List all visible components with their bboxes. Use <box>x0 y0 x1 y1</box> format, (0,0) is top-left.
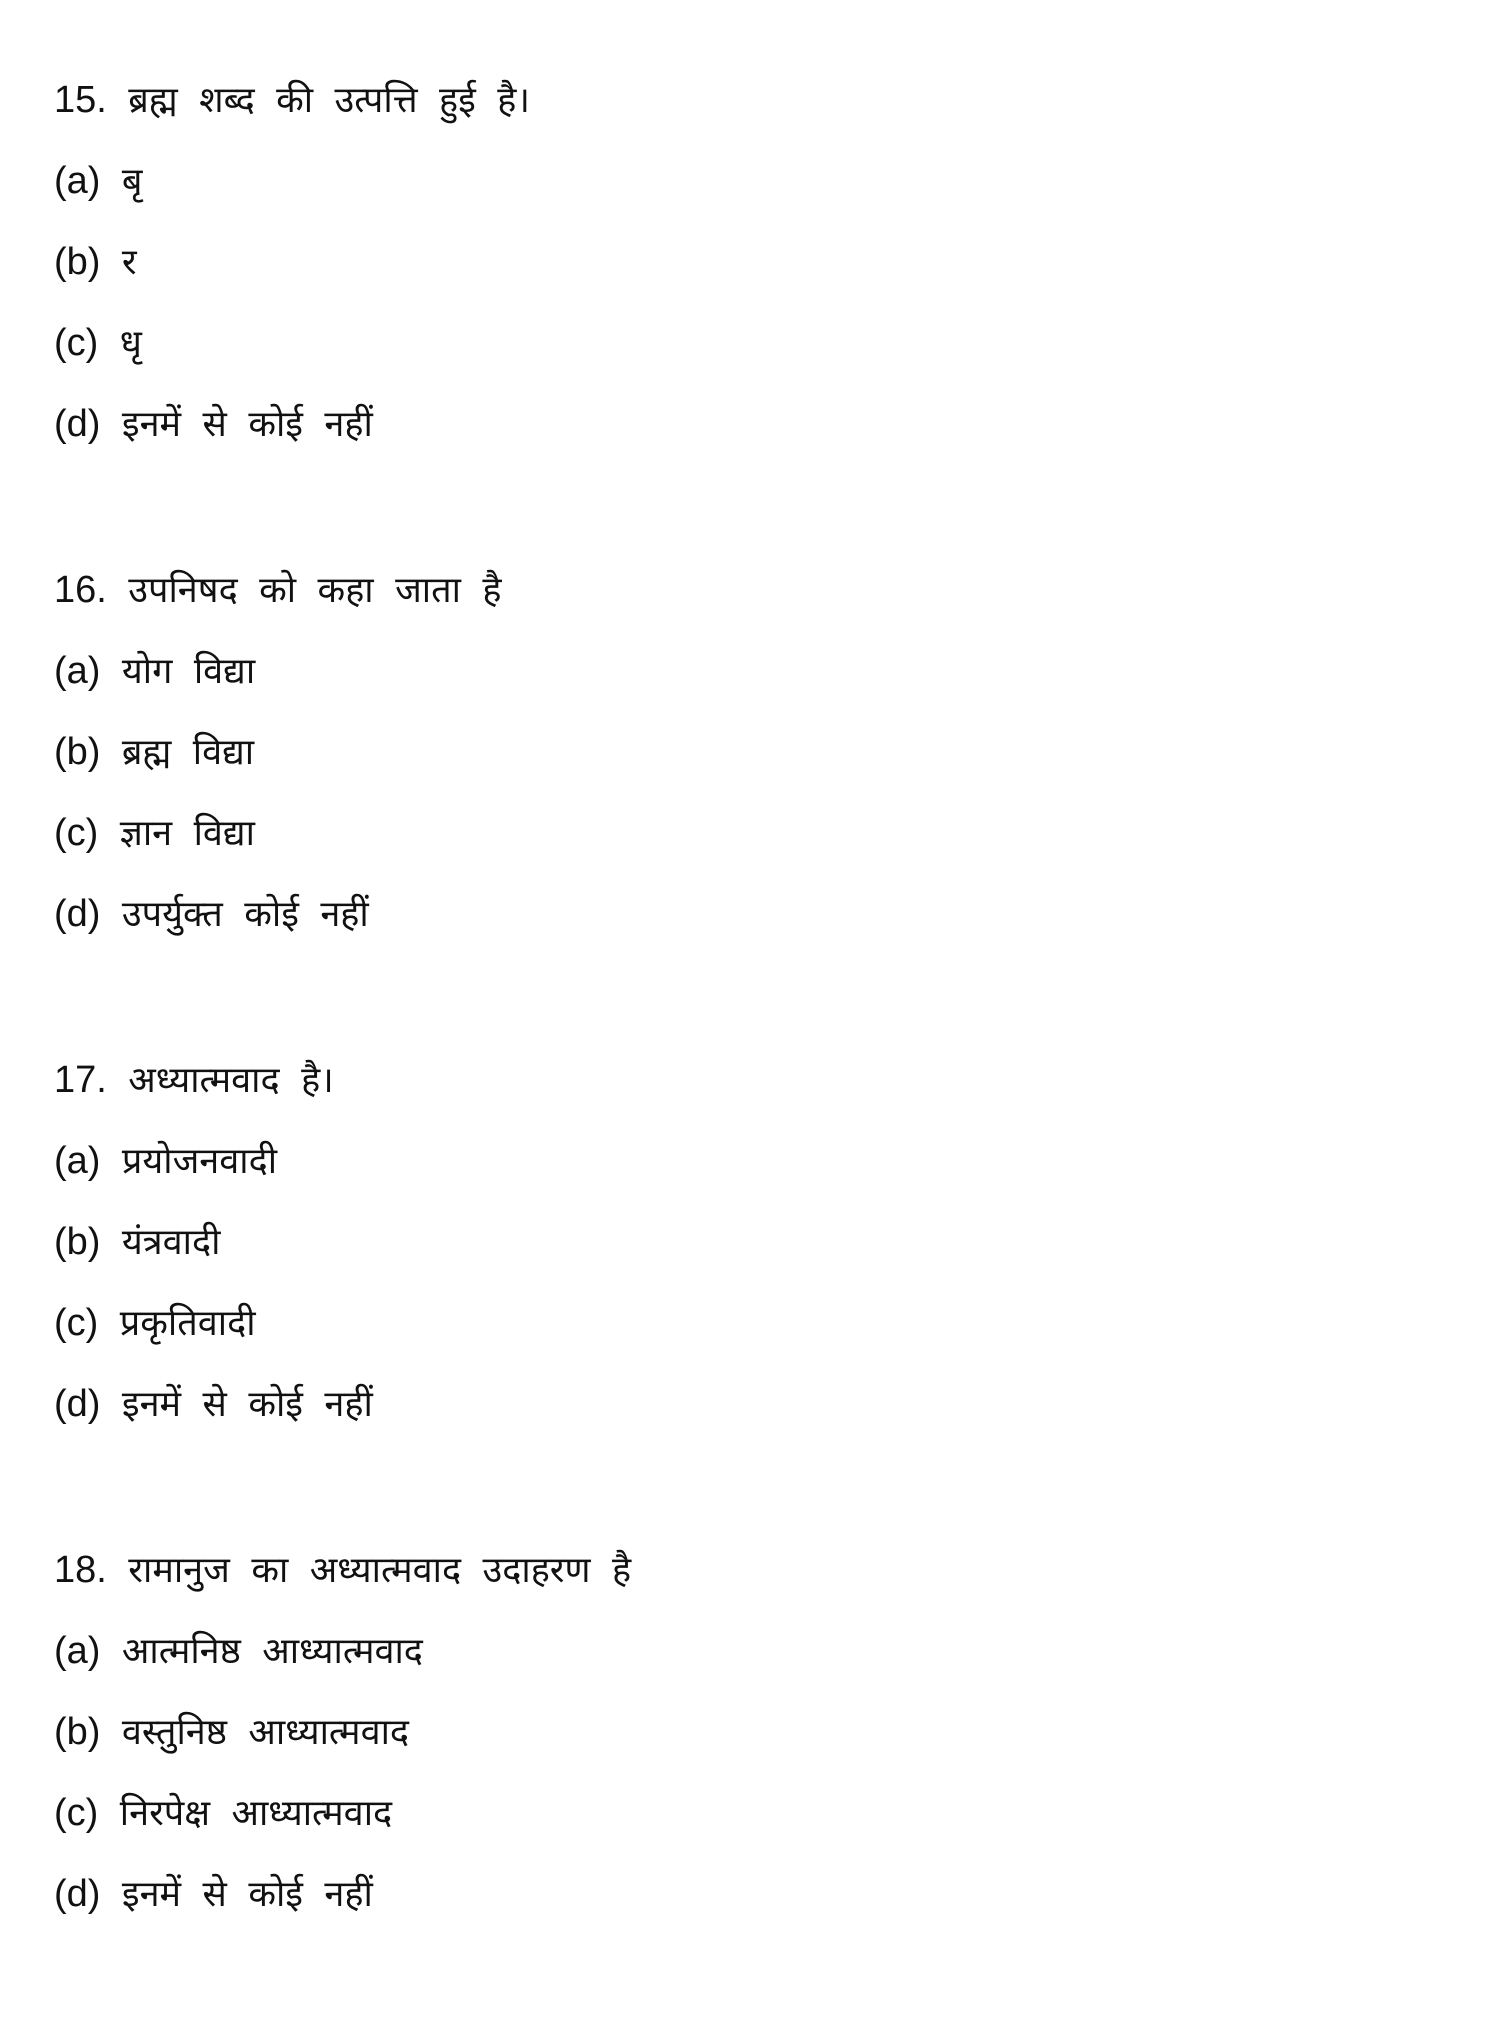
answer-option <box>54 1611 631 1692</box>
answer-option <box>54 1283 373 1364</box>
answer-option <box>54 874 502 955</box>
answer-option <box>54 793 502 874</box>
option-label: (d) <box>54 893 101 935</box>
question-block <box>54 1040 373 1445</box>
answer-option <box>54 712 502 793</box>
option-text: यंत्रवादी <box>121 1222 221 1263</box>
question-stem <box>54 1530 631 1611</box>
option-label: (b) <box>54 731 101 773</box>
option-label: (d) <box>54 1383 101 1425</box>
option-text: प्रयोजनवादी <box>121 1141 278 1182</box>
option-text: आत्मनिष्ठ आध्यात्मवाद <box>121 1631 423 1672</box>
answer-option <box>54 384 530 465</box>
option-label: (a) <box>54 650 101 692</box>
answer-option <box>54 222 530 303</box>
question-text: अध्यात्मवाद है। <box>128 1060 334 1101</box>
answer-option <box>54 1364 373 1445</box>
question-number: 15. <box>54 79 107 121</box>
answer-option <box>54 303 530 384</box>
question-block <box>54 1530 631 1935</box>
answer-option <box>54 1202 373 1283</box>
answer-option <box>54 1121 373 1202</box>
question-stem <box>54 60 530 141</box>
option-label: (d) <box>54 403 101 445</box>
option-text: योग विद्या <box>121 651 256 692</box>
question-block <box>54 550 502 955</box>
option-label: (b) <box>54 1221 101 1263</box>
option-text: प्रकृतिवादी <box>119 1303 256 1344</box>
answer-option <box>54 1854 631 1935</box>
question-stem <box>54 1040 373 1121</box>
question-stem <box>54 550 502 631</box>
option-text: ज्ञान विद्या <box>119 813 255 854</box>
question-block <box>54 60 530 465</box>
option-label: (c) <box>54 1792 99 1834</box>
answer-option <box>54 1692 631 1773</box>
answer-option <box>54 631 502 712</box>
option-text: इनमें से कोई नहीं <box>121 1384 373 1425</box>
option-label: (a) <box>54 1630 101 1672</box>
answer-option <box>54 1773 631 1854</box>
question-number: 17. <box>54 1059 107 1101</box>
option-text: निरपेक्ष आध्यात्मवाद <box>119 1793 393 1834</box>
question-text: ब्रह्म शब्द की उत्पत्ति हुई है। <box>128 80 531 121</box>
question-text: रामानुज का अध्यात्मवाद उदाहरण है <box>128 1550 632 1591</box>
option-label: (a) <box>54 1140 101 1182</box>
option-label: (b) <box>54 241 101 283</box>
answer-option <box>54 141 530 222</box>
option-text: धृ <box>119 323 142 364</box>
question-text: उपनिषद को कहा जाता है <box>128 570 502 611</box>
option-text: ब्रह्म विद्या <box>121 732 255 773</box>
option-text: बृ <box>121 161 143 202</box>
option-text: वस्तुनिष्ठ आध्यात्मवाद <box>121 1712 410 1753</box>
option-text: र <box>121 242 137 283</box>
question-number: 18. <box>54 1549 107 1591</box>
option-text: उपर्युक्त कोई नहीं <box>121 894 369 935</box>
question-number: 16. <box>54 569 107 611</box>
option-label: (c) <box>54 1302 99 1344</box>
option-label: (c) <box>54 322 99 364</box>
option-label: (c) <box>54 812 99 854</box>
option-label: (b) <box>54 1711 101 1753</box>
option-label: (d) <box>54 1873 101 1915</box>
option-text: इनमें से कोई नहीं <box>121 404 373 445</box>
option-label: (a) <box>54 160 101 202</box>
option-text: इनमें से कोई नहीं <box>121 1874 373 1915</box>
